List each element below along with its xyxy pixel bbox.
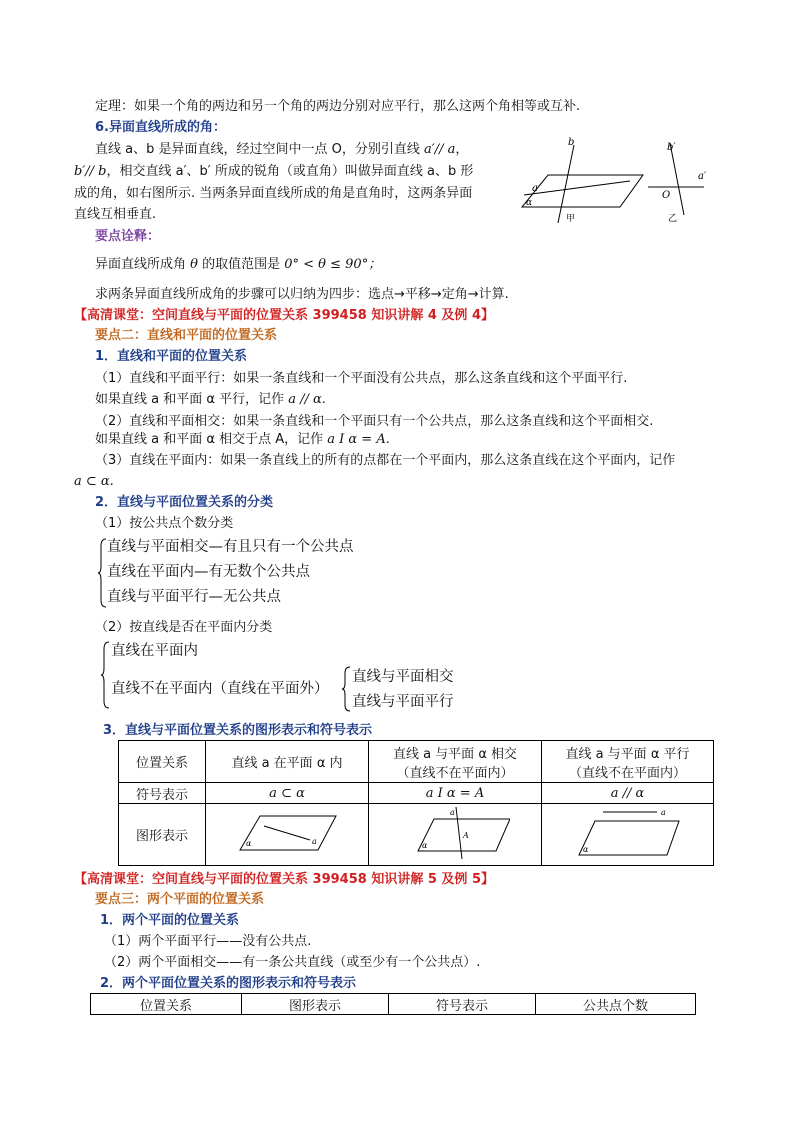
line-a-shape [524,181,630,195]
label-O: O [662,190,671,201]
line-b-shape [558,145,574,223]
table-header-line: （直线不在平面内） [568,765,686,781]
theorem-text: 定理：如果一个角的两边和另一个角的两边分别对应平行，那么这两个角相等或互补. [95,99,581,114]
point3-subheading-2: 2．两个平面位置关系的图形表示和符号表示 [100,976,357,991]
point2-subheading-2: 2．直线与平面位置关系的分类 [95,495,274,510]
point2-line2 [95,391,326,409]
section6-para-line3: 成的角，如右图所示. 当两条异面直线所成的角是直角时，这两条异面 [74,186,473,201]
point2-line4-tail: . [385,432,390,447]
label-aprime: a′ [698,171,707,182]
table-cell: 图形表示 [119,804,206,866]
classification-2-sub-2: 直线与平面平行 [352,694,454,710]
point2-line6: a ⊂ α. [74,474,114,489]
note-steps: 求两条异面直线所成角的步骤可以归纳为四步：选点→平移→定角→计算. [95,287,509,302]
point2-line4-math: a I α = A [327,432,386,447]
section6-p2-text: ，相交直线 a′、b′ 所成的锐角（或直角）叫做异面直线 a、b 形 [106,164,474,179]
point2-subheading-3: 3．直线与平面位置关系的图形表示和符号表示 [103,723,373,738]
table-cell: a ⊂ α [206,783,369,804]
point2-line3: （2）直线和平面相交：如果一条直线和一个平面只有一个公共点，那么这条直线和这个平面相交. [95,414,654,429]
table-header-cell: 图形表示 [242,994,389,1015]
note-range-text: 异面直线所成角 [95,257,191,272]
note-range [95,256,381,274]
classification-2-top: 直线在平面内 [111,643,198,659]
note-range-math: 0° < θ ≤ 90°； [284,257,382,272]
table-cell-figure [206,804,369,866]
label-b: b [568,137,575,148]
fig-label-a: a [312,836,317,846]
section6-para-line2 [74,163,473,181]
point3-line1: （1）两个平面平行——没有公共点. [104,934,312,949]
table-header-cell: 公共点个数 [536,994,696,1015]
table-cell: a // α [542,783,714,804]
table-header-line: 直线 a 与平面 α 平行 [565,746,690,762]
ref-link-1[interactable]: 【高清课堂：空间直线与平面的位置关系 399458 知识讲解 4 及例 4】 [74,308,494,323]
plane-alpha-shape [522,175,643,207]
line-plane-table [118,740,714,866]
table-row [91,994,696,1015]
table-cell: a I α = A [369,783,542,804]
point3-heading: 要点三：两个平面的位置关系 [95,892,265,907]
label-a: a [532,183,538,194]
fig-label-a: a [450,807,455,817]
point2-line5: （3）直线在平面内：如果一条直线上的所有的点都在一个平面内，那么这条直线在这个平面内，记作 [95,453,676,468]
table-header-cell: 符号表示 [389,994,536,1015]
section6-para-line4: 直线互相垂直. [74,207,157,222]
table-header-cell [542,741,714,783]
classification-1-item-1: 直线与平面相交—有且只有一个公共点 [107,539,354,555]
label-yi: 乙 [668,214,678,224]
section6-p1-tail: ， [455,142,469,157]
classification-2-label: （2）按直线是否在平面内分类 [95,620,273,635]
table-header-line: 直线 a 与平面 α 相交 [392,746,518,762]
section6-para-line1 [95,141,468,159]
note-range-theta: θ [190,257,198,272]
point2-line4 [95,431,390,449]
table-cell: 符号表示 [119,783,206,804]
note-heading: 要点诠释： [95,229,161,244]
fig-label-alpha: α [422,840,428,850]
skew-lines-figure [508,135,728,230]
point2-line1: （1）直线和平面平行：如果一条直线和一个平面没有公共点，那么这条直线和这个平面平行. [95,371,628,386]
table-row [119,783,714,804]
classification-1-item-2: 直线在平面内—有无数个公共点 [107,564,310,580]
point3-subheading-1: 1．两个平面的位置关系 [100,913,240,928]
table-header-cell: 位置关系 [119,741,206,783]
fig-label-A: A [463,830,469,840]
point2-line2-tail: . [321,392,326,407]
table-header-line: （直线不在平面内） [396,765,514,781]
label-jia: 甲 [566,214,576,224]
section6-p2-math: b′// b [74,164,107,179]
point2-subheading-1: 1．直线和平面的位置关系 [95,349,248,364]
table-row [119,741,714,783]
plane-plane-table [90,993,696,1015]
brace-2 [101,641,111,709]
fig-label-alpha: α [246,838,252,848]
point2-line2-math: a // α [288,392,322,407]
brace-3 [342,666,352,712]
point2-line4-text: 如果直线 a 和平面 α 相交于点 A，记作 [95,432,328,447]
table-cell-figure [542,804,714,866]
figure-line-intersect-plane [400,805,510,861]
point3-line2: （2）两个平面相交——有一条公共直线（或至少有一个公共点）. [104,955,481,970]
label-bprime: b′ [667,142,676,153]
table-cell-figure [369,804,542,866]
fig-label-alpha: α [582,844,588,854]
ref-link-2[interactable]: 【高清课堂：空间直线与平面的位置关系 399458 知识讲解 5 及例 5】 [74,872,494,887]
table-header-cell: 位置关系 [91,994,242,1015]
section6-heading: 6.异面直线所成的角： [95,120,226,135]
classification-2-sub-1: 直线与平面相交 [352,669,454,685]
fig-label-a: a [660,807,666,817]
point2-line2-text: 如果直线 a 和平面 α 平行，记作 [95,392,289,407]
table-row [119,804,714,866]
classification-1-label: （1）按公共点个数分类 [95,516,234,531]
table-header-cell [369,741,542,783]
classification-1-item-3: 直线与平面平行—无公共点 [107,589,281,605]
classification-2-mid: 直线不在平面内（直线在平面外） [111,681,329,697]
figure-line-parallel-plane [573,805,683,861]
label-alpha: α [526,198,533,208]
section6-p1-text: 直线 a、b 是异面直线，经过空间中一点 O，分别引直线 [95,142,424,157]
section6-p1-math: a′// a [423,142,456,157]
line-bprime-shape [670,143,684,215]
point2-heading: 要点二：直线和平面的位置关系 [95,328,278,343]
note-range-mid: 的取值范围是 [197,257,285,272]
table-header-cell: 直线 a 在平面 α 内 [206,741,369,783]
figure-line-in-plane [232,808,342,858]
